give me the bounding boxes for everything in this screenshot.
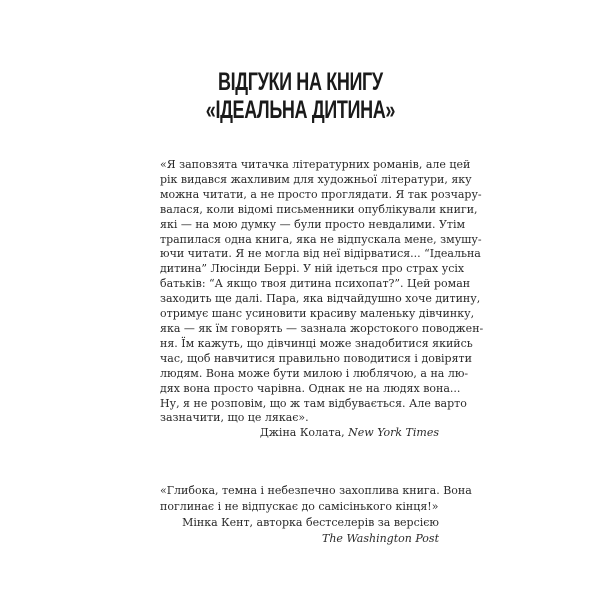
review-source-line bbox=[160, 531, 439, 547]
review-line: ня. Їм кажуть, що дівчинці може знадобитися якийсь bbox=[160, 336, 473, 350]
review-line: дях вона просто чарівна. Однак не на людях вона... bbox=[160, 381, 461, 395]
title-text: «ІДЕАЛЬНА ДИТИНА» bbox=[205, 96, 395, 124]
review-attribution bbox=[160, 515, 439, 531]
review-line: батьків: “А якщо твоя дитина психопат?”. Цей роман bbox=[160, 277, 471, 291]
review-line: поглинає і не відпускає до самісінького кінця!» bbox=[160, 500, 439, 513]
review-attribution bbox=[160, 426, 439, 441]
review-line: рік видався жахливим для художньої літератури, яку bbox=[160, 172, 472, 186]
review-author: Мінка Кент, авторка бестселерів за версією bbox=[182, 516, 439, 529]
page-title-line-1 bbox=[0, 68, 600, 97]
review-line: час, щоб навчитися правильно поводитися і довіряти bbox=[160, 351, 472, 365]
review-line: ючи читати. Я не могла від неї відірватися... “Ідеальна bbox=[160, 247, 481, 261]
page-title-line-2 bbox=[0, 96, 600, 125]
review-line: які — на мою думку — були просто невдалими. Утім bbox=[160, 217, 466, 231]
review-source: New York Times bbox=[348, 426, 439, 440]
review-line: дитина” Люсінди Беррі. У ній ідеться про страх усіх bbox=[160, 262, 465, 276]
review-line: трапилася одна книга, яка не відпускала мене, змушу- bbox=[160, 232, 482, 246]
review-line: «Глибока, темна і небезпечно захоплива книга. Вона bbox=[160, 484, 472, 497]
review-line: людям. Вона може бути милою і люблячою, а на лю- bbox=[160, 366, 469, 380]
review-line: зазначити, що це лякає». bbox=[160, 411, 309, 425]
review-line: можна читати, а не просто проглядати. Я так розчару- bbox=[160, 187, 482, 201]
review-line: заходить ще далі. Пара, яка відчайдушно хоче дитину, bbox=[160, 292, 481, 306]
review-line: «Я заповзята читачка літературних романів, але цей bbox=[160, 158, 471, 171]
review-2 bbox=[160, 483, 472, 547]
review-1 bbox=[160, 158, 484, 441]
review-author: Джіна Колата, bbox=[259, 426, 349, 440]
review-line: яка — як їм говорять — зазнала жорстокого поводжен- bbox=[160, 321, 484, 335]
title-text: ВІДГУКИ НА КНИГУ bbox=[217, 68, 383, 96]
review-line: Ну, я не розповім, що ж там відбувається. Але варто bbox=[160, 396, 467, 410]
review-source: The Washington Post bbox=[322, 532, 439, 545]
review-line: отримує шанс усиновити красиву маленьку дівчинку, bbox=[160, 307, 475, 321]
review-line: валася, коли відомі письменники опублікували книги, bbox=[160, 202, 478, 216]
